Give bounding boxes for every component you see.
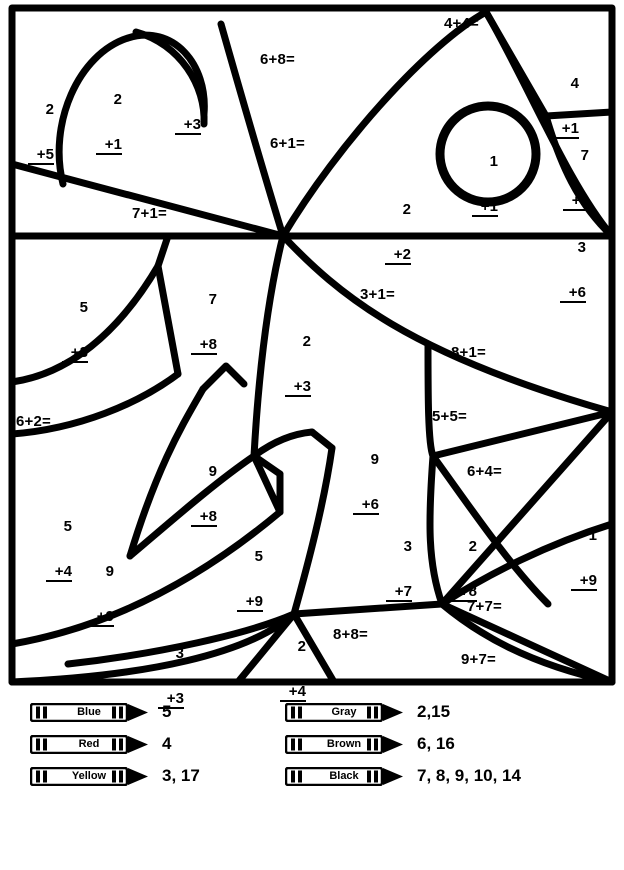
addend-top: 2 — [402, 201, 412, 218]
legend-item-yellow — [30, 760, 320, 792]
legend-item-red — [30, 728, 320, 760]
crayon-icon — [285, 767, 403, 786]
addend-bottom: +1 — [553, 121, 579, 139]
legend-item-black — [285, 760, 575, 792]
problem-p28 — [571, 498, 597, 621]
addend-bottom: +7 — [386, 584, 412, 602]
addend-bottom: +1 — [472, 199, 498, 217]
addend-bottom: +6 — [560, 285, 586, 303]
color-key-legend — [0, 696, 624, 816]
problem-p25 — [237, 519, 263, 642]
addend-top: 3 — [175, 645, 185, 662]
problem-p13 — [62, 270, 88, 393]
color-by-number-picture — [8, 4, 616, 707]
problem-p32: 7+7= — [467, 598, 503, 615]
problem-p5: 4+4= — [444, 15, 480, 32]
crayon-icon — [30, 735, 148, 754]
problem-p10 — [385, 172, 411, 295]
crayon-icon — [30, 703, 148, 722]
legend-numbers: 2,15 — [417, 702, 451, 721]
legend-numbers: 6, 16 — [417, 734, 455, 753]
crayon-icon — [285, 735, 403, 754]
crayon-color-name: Red — [78, 737, 100, 750]
addend-top: 7 — [208, 291, 218, 308]
crayon-color-name: Blue — [77, 705, 101, 718]
addend-bottom: +9 — [88, 609, 114, 627]
addend-bottom: +8 — [451, 584, 477, 602]
addend-bottom: +8 — [191, 509, 217, 527]
addend-top: 4 — [192, 71, 202, 88]
addend-bottom: +5 — [28, 147, 54, 165]
addend-bottom: +1 — [96, 137, 122, 155]
problem-p16: 3+1= — [360, 286, 396, 303]
legend-item-gray — [285, 696, 575, 728]
addend-top: 5 — [63, 518, 73, 535]
problem-p33: 9+7= — [461, 651, 497, 668]
legend-item-blue — [30, 696, 320, 728]
legend-numbers: 4 — [162, 734, 172, 753]
addend-top: 2 — [468, 538, 478, 555]
addend-top: 7 — [580, 147, 590, 164]
addend-bottom: +3 — [175, 117, 201, 135]
problem-p1 — [28, 72, 54, 195]
problem-p15 — [285, 304, 311, 427]
addend-bottom: +6 — [353, 497, 379, 515]
legend-numbers: 5 — [162, 702, 172, 721]
problem-p20 — [191, 434, 217, 557]
problem-p11: 7+1= — [132, 205, 168, 222]
problem-p23 — [46, 489, 72, 612]
problem-p8: 6+1= — [270, 135, 306, 152]
addend-bottom: +9 — [571, 573, 597, 591]
addend-bottom: +9 — [237, 594, 263, 612]
addend-bottom: +4 — [46, 564, 72, 582]
crayon-icon — [30, 767, 148, 786]
problem-p22: 6+4= — [467, 463, 503, 480]
problem-p2 — [96, 62, 122, 185]
problem-p31: 8+8= — [333, 626, 369, 643]
crayon-icon — [285, 703, 403, 722]
problem-p26 — [386, 509, 412, 632]
problem-p12 — [560, 210, 586, 333]
addend-top: 2 — [45, 101, 55, 118]
crayon-color-name: Yellow — [71, 769, 107, 782]
addend-top: 2 — [297, 638, 307, 655]
problem-p3 — [175, 42, 201, 165]
problem-p24 — [88, 534, 114, 657]
problem-p9 — [472, 124, 498, 247]
addend-top: 9 — [370, 451, 380, 468]
problem-p19: 5+5= — [432, 408, 468, 425]
addend-bottom: +2 — [563, 193, 589, 211]
legend-column-right — [285, 696, 575, 792]
problem-p17: 8+1= — [451, 344, 487, 361]
addend-bottom: +8 — [191, 337, 217, 355]
addend-top: 9 — [105, 563, 115, 580]
addend-top: 4 — [570, 75, 580, 92]
crayon-color-name: Black — [329, 769, 359, 782]
addend-top: 3 — [577, 239, 587, 256]
problem-p21 — [353, 422, 379, 545]
addend-top: 9 — [208, 463, 218, 480]
addend-top: 3 — [403, 538, 413, 555]
legend-numbers: 3, 17 — [162, 766, 200, 785]
problem-p18: 6+2= — [16, 413, 52, 430]
addend-bottom: +3 — [158, 691, 184, 709]
legend-numbers: 7, 8, 9, 10, 14 — [417, 766, 521, 785]
crayon-color-name: Gray — [331, 705, 357, 718]
addend-top: 1 — [489, 153, 499, 170]
legend-item-brown — [285, 728, 575, 760]
addend-top: 2 — [302, 333, 312, 350]
addend-bottom: +3 — [62, 345, 88, 363]
addend-top: 5 — [254, 548, 264, 565]
crayon-color-name: Brown — [326, 737, 362, 750]
problem-p14 — [191, 262, 217, 385]
addend-bottom: +2 — [385, 247, 411, 265]
addend-top: 2 — [113, 91, 123, 108]
addend-bottom: +3 — [285, 379, 311, 397]
problem-p4: 6+8= — [260, 51, 296, 68]
addend-top: 1 — [588, 527, 598, 544]
legend-column-left — [30, 696, 320, 792]
addend-top: 5 — [79, 299, 89, 316]
addend-bottom: +4 — [280, 684, 306, 702]
